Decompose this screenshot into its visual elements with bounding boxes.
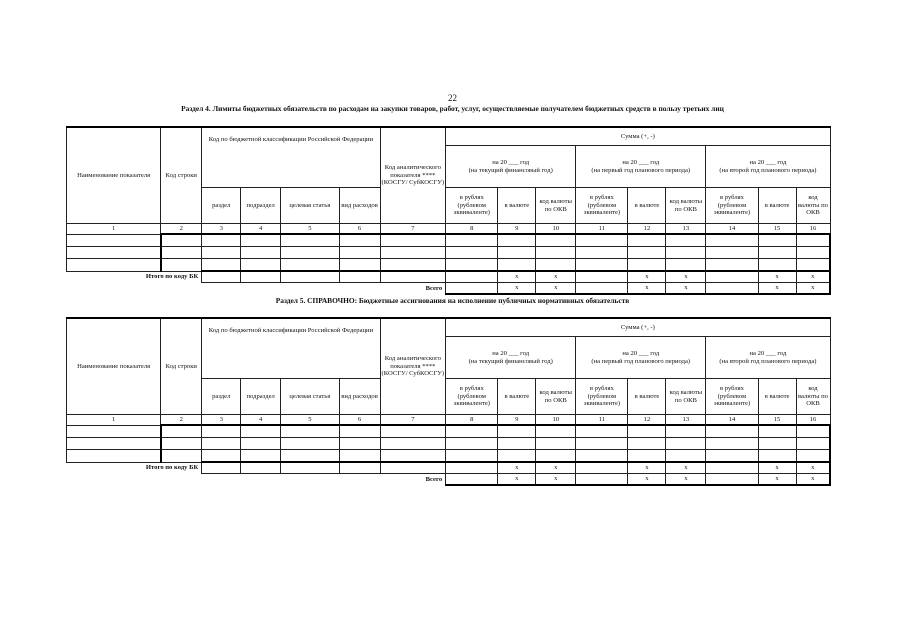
data-cell: [339, 450, 380, 463]
data-cell: [796, 450, 830, 463]
data-cell: [67, 425, 161, 438]
data-cell: [161, 425, 202, 438]
data-cell: [706, 425, 758, 438]
data-cell: [446, 247, 498, 259]
header-currency-code: код валюты по ОКВ: [666, 188, 706, 224]
header-year-3: [706, 146, 830, 188]
total-cell: [281, 271, 339, 283]
data-cell: [536, 438, 576, 450]
data-cell: [576, 247, 628, 259]
data-cell: [281, 234, 339, 247]
data-cell: [161, 438, 202, 450]
header-year-1: [446, 337, 576, 379]
header-sum: Сумма (+, -): [446, 127, 830, 146]
data-cell: [758, 259, 796, 272]
header-year-line2: (на текущий финансовый год): [468, 357, 553, 365]
x-mark: x: [498, 462, 536, 474]
data-cell: [498, 247, 536, 259]
table-row: [67, 438, 831, 450]
data-cell: [446, 259, 498, 272]
column-number: 6: [339, 415, 380, 426]
data-cell: [758, 450, 796, 463]
header-rubles: в рублях (рублевом эквиваленте): [706, 379, 758, 415]
x-mark: x: [666, 474, 706, 486]
column-number: 8: [446, 224, 498, 235]
header-code-row: Код строки: [161, 318, 202, 415]
header-year-line1: на 20 ___ год: [492, 349, 530, 357]
data-cell: [796, 259, 830, 272]
header-currency: в валюте: [628, 188, 666, 224]
column-number: 15: [758, 224, 796, 235]
total-cell: [380, 271, 446, 283]
header-expense-type: вид расходов: [339, 188, 380, 224]
column-number: 15: [758, 415, 796, 426]
column-number: 5: [281, 415, 339, 426]
header-year-1: [446, 146, 576, 188]
data-cell: [67, 438, 161, 450]
data-cell: [202, 450, 241, 463]
column-number: 14: [706, 224, 758, 235]
header-year-line1: на 20 ___ год: [622, 349, 660, 357]
data-cell: [498, 438, 536, 450]
table-row: [67, 425, 831, 438]
data-cell: [758, 425, 796, 438]
column-number: 14: [706, 415, 758, 426]
column-number: 16: [796, 224, 830, 235]
header-rubles: в рублях (рублевом эквиваленте): [446, 188, 498, 224]
header-currency-code: код валюты по ОКВ: [666, 379, 706, 415]
x-mark: x: [536, 474, 576, 486]
data-cell: [666, 438, 706, 450]
total-cell: [281, 462, 339, 474]
total-cell: [576, 462, 628, 474]
x-mark: x: [498, 283, 536, 295]
x-mark: x: [796, 462, 830, 474]
data-cell: [380, 234, 446, 247]
x-mark: x: [666, 271, 706, 283]
column-number: 9: [498, 415, 536, 426]
column-number: 7: [380, 224, 446, 235]
grand-total-cell: [576, 474, 628, 486]
data-cell: [796, 438, 830, 450]
data-cell: [281, 450, 339, 463]
column-number: 11: [576, 224, 628, 235]
total-cell: [339, 271, 380, 283]
data-cell: [446, 425, 498, 438]
data-cell: [339, 247, 380, 259]
x-mark: x: [498, 271, 536, 283]
data-cell: [796, 425, 830, 438]
data-cell: [758, 247, 796, 259]
table-row: [67, 234, 831, 247]
data-cell: [202, 259, 241, 272]
data-cell: [536, 425, 576, 438]
column-number: 12: [628, 224, 666, 235]
header-currency: в валюте: [758, 379, 796, 415]
data-cell: [796, 247, 830, 259]
data-cell: [241, 247, 281, 259]
data-cell: [666, 234, 706, 247]
data-cell: [628, 234, 666, 247]
total-cell: [202, 271, 241, 283]
column-number: 12: [628, 415, 666, 426]
column-number: 5: [281, 224, 339, 235]
data-cell: [339, 438, 380, 450]
data-cell: [202, 247, 241, 259]
data-cell: [281, 438, 339, 450]
column-number: 8: [446, 415, 498, 426]
column-number: 4: [241, 415, 281, 426]
header-year-line1: на 20 ___ год: [492, 158, 530, 166]
table-row: [67, 259, 831, 272]
data-cell: [536, 259, 576, 272]
header-year-2: [576, 146, 706, 188]
table-row: [67, 450, 831, 463]
data-cell: [67, 450, 161, 463]
header-razdel: раздел: [202, 188, 241, 224]
column-number: 9: [498, 224, 536, 235]
total-cell: [446, 462, 498, 474]
header-expense-type: вид расходов: [339, 379, 380, 415]
x-mark: x: [796, 271, 830, 283]
data-cell: [241, 259, 281, 272]
data-cell: [628, 259, 666, 272]
data-cell: [202, 425, 241, 438]
total-cell: [241, 271, 281, 283]
header-rubles: в рублях (рублевом эквиваленте): [576, 188, 628, 224]
total-by-bk-label: Итого по коду БК: [145, 464, 199, 472]
data-cell: [380, 247, 446, 259]
data-cell: [380, 425, 446, 438]
total-cell: [446, 271, 498, 283]
data-cell: [536, 234, 576, 247]
data-cell: [241, 450, 281, 463]
form-table: [66, 126, 831, 295]
section-4-table: [66, 126, 831, 295]
column-number: 1: [67, 224, 161, 235]
x-mark: x: [796, 283, 830, 295]
data-cell: [161, 247, 202, 259]
data-cell: [161, 259, 202, 272]
x-mark: x: [628, 283, 666, 295]
header-currency-code: код валюты по ОКВ: [796, 188, 830, 224]
x-mark: x: [536, 462, 576, 474]
header-year-line1: на 20 ___ год: [749, 158, 787, 166]
data-cell: [281, 425, 339, 438]
data-cell: [758, 234, 796, 247]
data-cell: [758, 438, 796, 450]
column-number: 10: [536, 224, 576, 235]
data-cell: [536, 247, 576, 259]
data-cell: [339, 234, 380, 247]
total-by-bk-label: Итого по коду БК: [145, 273, 199, 281]
grand-total-label: Всего: [425, 475, 443, 483]
x-mark: x: [628, 474, 666, 486]
data-cell: [241, 425, 281, 438]
header-podrazdel: подраздел: [241, 188, 281, 224]
data-cell: [576, 438, 628, 450]
column-number: 2: [161, 415, 202, 426]
column-number: 6: [339, 224, 380, 235]
total-cell: [339, 462, 380, 474]
column-number: 10: [536, 415, 576, 426]
x-mark: x: [628, 271, 666, 283]
grand-total-label: Всего: [425, 284, 443, 292]
grand-total-cell: [706, 283, 758, 295]
data-cell: [380, 259, 446, 272]
header-name: Наименование показателя: [67, 318, 161, 415]
data-cell: [666, 247, 706, 259]
column-number: 1: [67, 415, 161, 426]
data-cell: [666, 450, 706, 463]
header-name: Наименование показателя: [67, 127, 161, 224]
data-cell: [706, 438, 758, 450]
data-cell: [576, 450, 628, 463]
data-cell: [446, 234, 498, 247]
total-cell: [380, 462, 446, 474]
data-cell: [67, 247, 161, 259]
section-5-title: Раздел 5. СПРАВОЧНО: Бюджетные ассигнования на исполнение публичных нормативных обязательств: [275, 296, 630, 305]
section-4-title: Раздел 4. Лимиты бюджетных обязательств по расходам на закупки товаров, работ, услуг, осуществляемые получателем бюджетных средств в пользу третьих лиц: [181, 104, 724, 113]
data-cell: [628, 425, 666, 438]
x-mark: x: [628, 462, 666, 474]
data-cell: [498, 259, 536, 272]
header-target-article: целевая статья: [281, 379, 339, 415]
grand-total-cell: [446, 474, 498, 486]
data-cell: [67, 259, 161, 272]
section-5-table: [66, 317, 831, 486]
data-cell: [202, 438, 241, 450]
data-cell: [446, 450, 498, 463]
data-cell: [380, 438, 446, 450]
data-cell: [281, 259, 339, 272]
data-cell: [446, 438, 498, 450]
column-number: 3: [202, 224, 241, 235]
header-year-2: [576, 337, 706, 379]
total-cell: [706, 462, 758, 474]
x-mark: x: [498, 474, 536, 486]
x-mark: x: [536, 271, 576, 283]
x-mark: x: [758, 474, 796, 486]
data-cell: [536, 450, 576, 463]
column-number: 2: [161, 224, 202, 235]
column-number: 4: [241, 224, 281, 235]
header-budget-classification: Код по бюджетной классификации Российской Федерации: [202, 127, 380, 188]
header-rubles: в рублях (рублевом эквиваленте): [706, 188, 758, 224]
x-mark: x: [758, 271, 796, 283]
header-code-row: Код строки: [161, 127, 202, 224]
header-razdel: раздел: [202, 379, 241, 415]
header-year-line2: (на второй год планового периода): [719, 166, 817, 174]
total-cell: [576, 271, 628, 283]
grand-total-cell: [446, 283, 498, 295]
header-currency: в валюте: [628, 379, 666, 415]
header-currency-code: код валюты по ОКВ: [796, 379, 830, 415]
header-budget-classification: Код по бюджетной классификации Российской Федерации: [202, 318, 380, 379]
header-analytic-code: Код аналитического показателя **** (КОСГУ/ СубКОСГУ): [380, 127, 446, 224]
header-podrazdel: подраздел: [241, 379, 281, 415]
data-cell: [576, 234, 628, 247]
header-year-line2: (на первый год планового периода): [591, 166, 691, 174]
data-cell: [706, 234, 758, 247]
data-cell: [339, 259, 380, 272]
header-year-3: [706, 337, 830, 379]
data-cell: [161, 234, 202, 247]
column-number: 16: [796, 415, 830, 426]
data-cell: [576, 259, 628, 272]
data-cell: [498, 425, 536, 438]
total-cell: [706, 271, 758, 283]
data-cell: [202, 234, 241, 247]
data-cell: [706, 259, 758, 272]
header-target-article: целевая статья: [281, 188, 339, 224]
data-cell: [706, 247, 758, 259]
x-mark: x: [666, 283, 706, 295]
data-cell: [67, 234, 161, 247]
column-number: 11: [576, 415, 628, 426]
header-year-line2: (на первый год планового периода): [591, 357, 691, 365]
header-currency-code: код валюты по ОКВ: [536, 188, 576, 224]
page-number: 22: [448, 93, 457, 103]
data-cell: [666, 259, 706, 272]
form-table: [66, 317, 831, 486]
column-number: 3: [202, 415, 241, 426]
header-sum: Сумма (+, -): [446, 318, 830, 337]
data-cell: [628, 438, 666, 450]
data-cell: [628, 450, 666, 463]
data-cell: [241, 234, 281, 247]
header-year-line2: (на второй год планового периода): [719, 357, 817, 365]
x-mark: x: [536, 283, 576, 295]
grand-total-cell: [706, 474, 758, 486]
column-number: 13: [666, 415, 706, 426]
header-currency-code: код валюты по ОКВ: [536, 379, 576, 415]
data-cell: [706, 450, 758, 463]
data-cell: [339, 425, 380, 438]
data-cell: [161, 450, 202, 463]
total-cell: [241, 462, 281, 474]
total-cell: [202, 462, 241, 474]
data-cell: [666, 425, 706, 438]
data-cell: [576, 425, 628, 438]
header-analytic-code: Код аналитического показателя **** (КОСГУ/ СубКОСГУ): [380, 318, 446, 415]
header-year-line1: на 20 ___ год: [749, 349, 787, 357]
data-cell: [241, 438, 281, 450]
header-year-line1: на 20 ___ год: [622, 158, 660, 166]
header-rubles: в рублях (рублевом эквиваленте): [446, 379, 498, 415]
data-cell: [498, 450, 536, 463]
data-cell: [498, 234, 536, 247]
column-number: 7: [380, 415, 446, 426]
data-cell: [796, 234, 830, 247]
table-row: [67, 247, 831, 259]
x-mark: x: [758, 283, 796, 295]
column-number: 13: [666, 224, 706, 235]
header-year-line2: (на текущий финансовый год): [468, 166, 553, 174]
data-cell: [380, 450, 446, 463]
x-mark: x: [758, 462, 796, 474]
x-mark: x: [666, 462, 706, 474]
header-currency: в валюте: [758, 188, 796, 224]
header-rubles: в рублях (рублевом эквиваленте): [576, 379, 628, 415]
x-mark: x: [796, 474, 830, 486]
data-cell: [628, 247, 666, 259]
header-currency: в валюте: [498, 188, 536, 224]
header-currency: в валюте: [498, 379, 536, 415]
grand-total-cell: [576, 283, 628, 295]
data-cell: [281, 247, 339, 259]
